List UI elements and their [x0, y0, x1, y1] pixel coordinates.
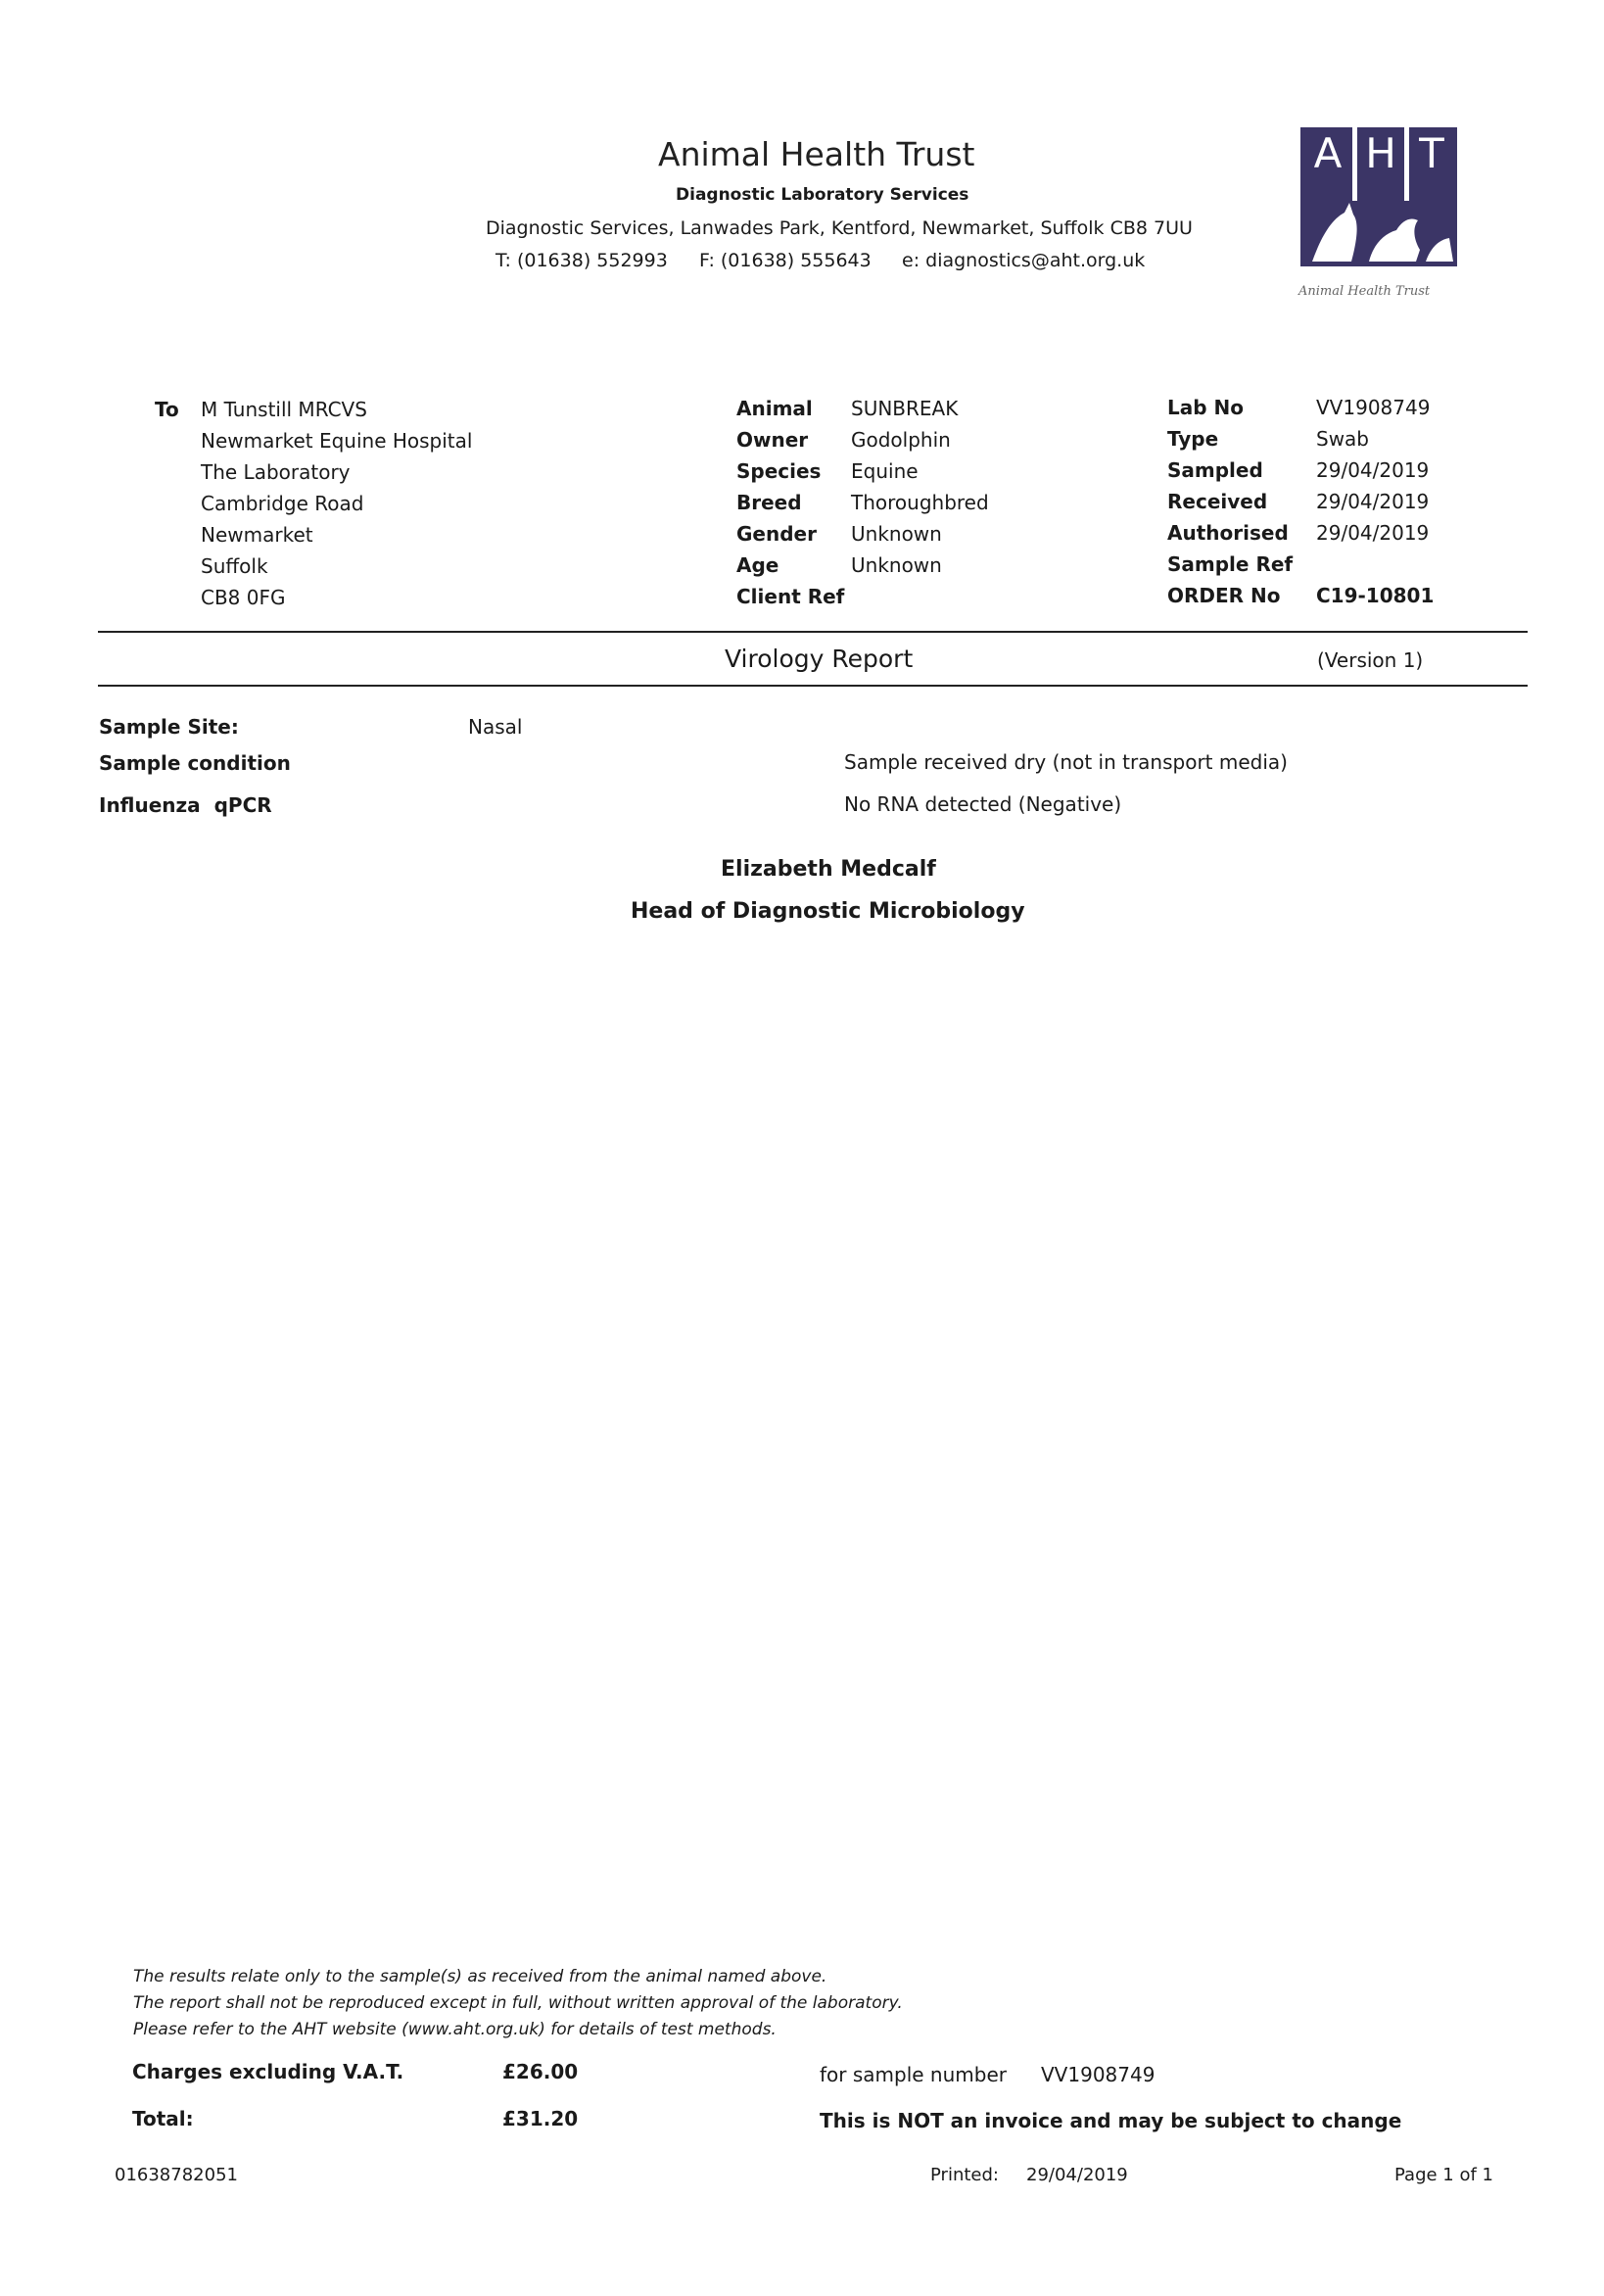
sample-site-value: Nasal [468, 715, 523, 739]
sample-site-label: Sample Site: [99, 715, 239, 739]
recipient-line: Newmarket Equine Hospital [201, 429, 473, 453]
gender-value: Unknown [851, 522, 942, 546]
sample-number-value: VV1908749 [1041, 2063, 1156, 2086]
lab-address: Diagnostic Services, Lanwades Park, Kentford, Newmarket, Suffolk CB8 7UU [486, 217, 1193, 239]
client-ref-label: Client Ref [736, 585, 845, 608]
authorised-label: Authorised [1167, 521, 1289, 545]
footer-note: The results relate only to the sample(s) as received from the animal named above. [133, 1967, 827, 1986]
lab-title: Animal Health Trust [658, 135, 975, 173]
age-value: Unknown [851, 553, 942, 577]
breed-label: Breed [736, 491, 802, 514]
printed-value: 29/04/2019 [1026, 2165, 1128, 2185]
age-label: Age [736, 553, 779, 577]
recipient-line: The Laboratory [201, 460, 351, 484]
animal-silhouette-icon [1300, 201, 1457, 266]
received-value: 29/04/2019 [1316, 490, 1430, 513]
sample-condition-label: Sample condition [99, 751, 291, 775]
divider-bottom [98, 685, 1528, 687]
logo-caption: Animal Health Trust [1298, 284, 1431, 299]
to-label: To [155, 398, 179, 421]
aht-logo [1300, 127, 1457, 266]
order-no-value: C19-10801 [1316, 584, 1435, 607]
animal-label: Animal [736, 397, 813, 420]
recipient-line: M Tunstill MRCVS [201, 398, 367, 421]
owner-label: Owner [736, 428, 809, 452]
sample-number-label: for sample number [820, 2063, 1007, 2086]
logo-separator [1404, 127, 1409, 201]
animal-value: SUNBREAK [851, 397, 959, 420]
lab-no-label: Lab No [1167, 396, 1244, 419]
invoice-notice: This is NOT an invoice and may be subject to change [820, 2109, 1402, 2132]
charges-value: £26.00 [502, 2060, 579, 2083]
recipient-line: Newmarket [201, 523, 313, 547]
lab-fax: F: (01638) 555643 [699, 250, 872, 271]
signatory-name: Elizabeth Medcalf [721, 857, 936, 882]
sample-ref-label: Sample Ref [1167, 552, 1294, 576]
owner-value: Godolphin [851, 428, 951, 452]
logo-letter-h: H [1365, 129, 1396, 177]
type-label: Type [1167, 427, 1219, 451]
report-title: Virology Report [725, 645, 914, 673]
sampled-label: Sampled [1167, 458, 1263, 482]
divider-top [98, 631, 1528, 633]
lab-no-value: VV1908749 [1316, 396, 1431, 419]
gender-label: Gender [736, 522, 817, 546]
influenza-qpcr-label: Influenza qPCR [99, 793, 272, 817]
species-label: Species [736, 459, 822, 483]
recipient-line: Suffolk [201, 554, 268, 578]
footer-note: The report shall not be reproduced except in full, without written approval of the laboratory. [133, 1993, 903, 2013]
recipient-line: CB8 0FG [201, 586, 286, 609]
footer-note: Please refer to the AHT website (www.aht.org.uk) for details of test methods. [133, 2020, 777, 2039]
logo-letter-t: T [1419, 129, 1444, 177]
breed-value: Thoroughbred [851, 491, 989, 514]
charges-label: Charges excluding V.A.T. [132, 2060, 404, 2083]
lab-phone: T: (01638) 552993 [495, 250, 668, 271]
species-value: Equine [851, 459, 919, 483]
logo-separator [1352, 127, 1357, 201]
total-label: Total: [132, 2107, 194, 2130]
logo-letter-a: A [1313, 129, 1343, 177]
order-no-label: ORDER No [1167, 584, 1281, 607]
authorised-value: 29/04/2019 [1316, 521, 1430, 545]
sample-condition-value: Sample received dry (not in transport media) [844, 750, 1288, 774]
signatory-role: Head of Diagnostic Microbiology [631, 899, 1025, 924]
received-label: Received [1167, 490, 1268, 513]
type-value: Swab [1316, 427, 1370, 451]
lab-subtitle: Diagnostic Laboratory Services [676, 185, 969, 205]
total-value: £31.20 [502, 2107, 579, 2130]
lab-email: e: diagnostics@aht.org.uk [902, 250, 1146, 271]
footer-phone-code: 01638782051 [115, 2165, 238, 2185]
recipient-line: Cambridge Road [201, 492, 364, 515]
influenza-qpcr-value: No RNA detected (Negative) [844, 792, 1122, 816]
sampled-value: 29/04/2019 [1316, 458, 1430, 482]
page-number: Page 1 of 1 [1394, 2165, 1493, 2185]
report-version: (Version 1) [1317, 648, 1424, 672]
printed-label: Printed: [930, 2165, 999, 2185]
